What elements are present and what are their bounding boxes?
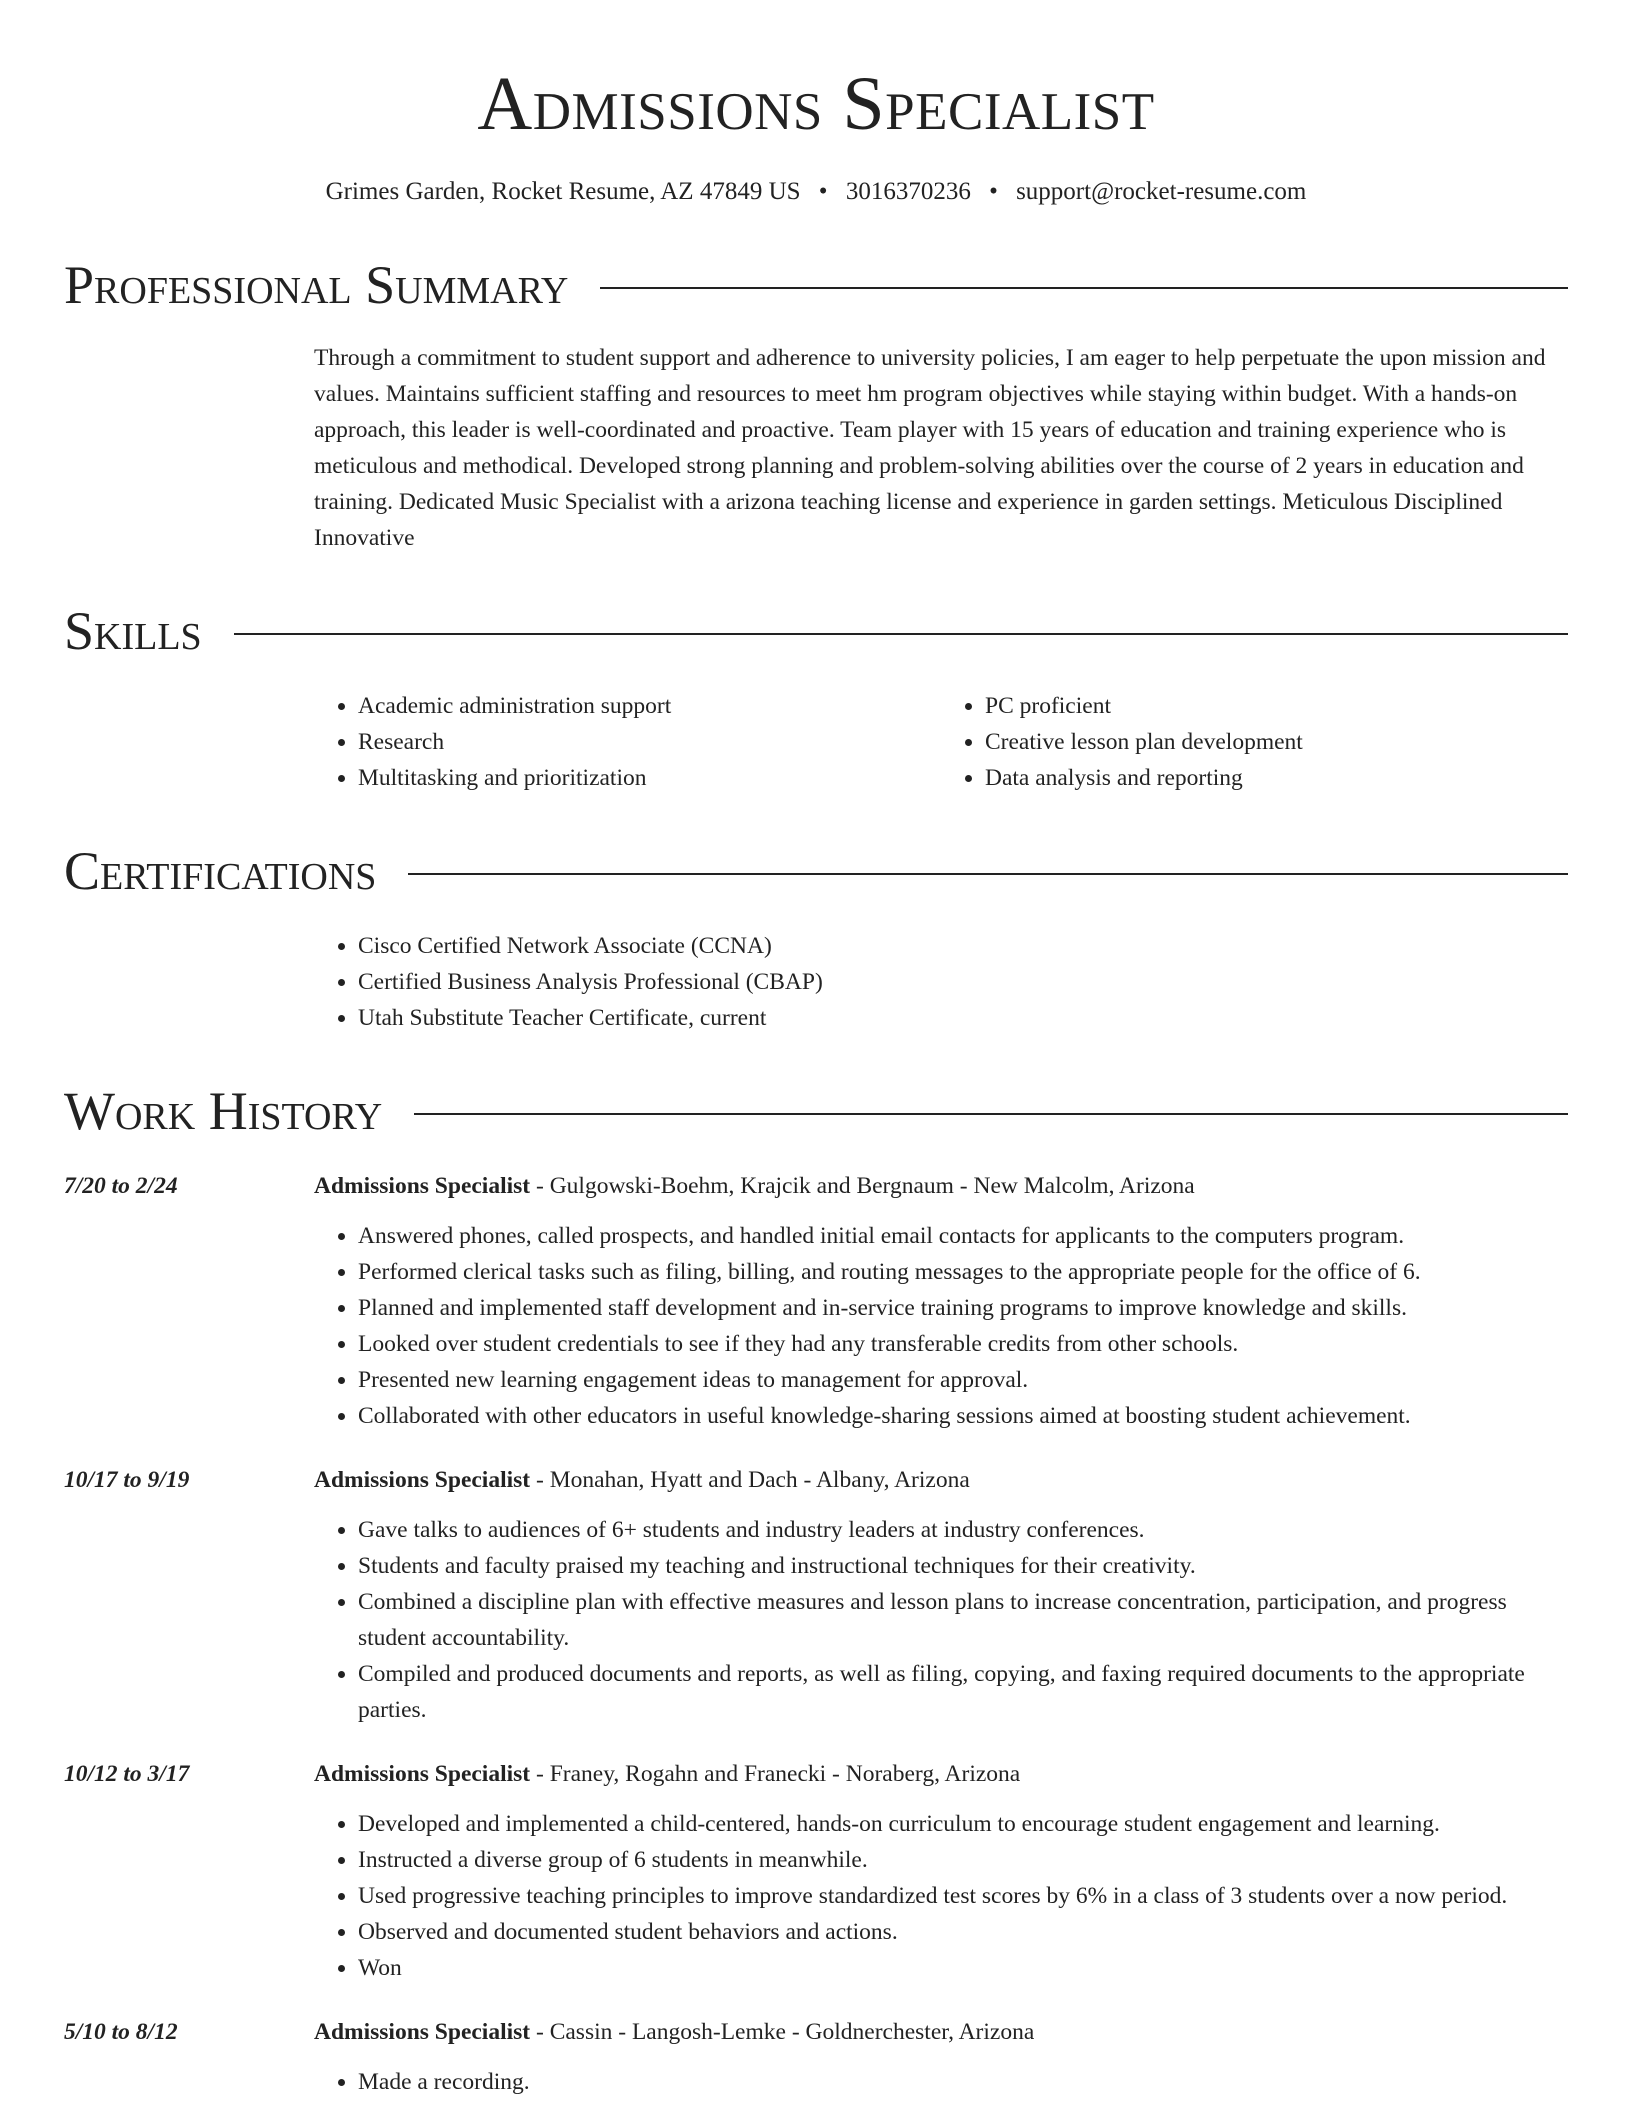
job-title: Admissions Specialist (314, 2019, 531, 2045)
summary-text: Through a commitment to student support and adherence to university policies, I am eager to help perpetuate the upon mission and values. Maintains sufficient staffing and resources to meet hm program objectives while staying within budget. With a hands-on approach, this leader is well-coordinated and proactive. Team player with 15 years of education and training experience who is meticulous and methodical. Developed strong planning and problem-solving abilities over the course of 2 years in education and training. Dedicated Music Specialist with a arizona teaching license and experience in garden settings. Meticulous Disciplined Innovative (314, 345, 1546, 551)
job-bullet: • Observed and documented student behaviors and actions. (358, 1914, 1568, 1950)
job-bullets (314, 2064, 1568, 2100)
candidate-name: Admissions Specialist (477, 62, 1155, 146)
skills-column-left (314, 688, 941, 796)
skills-column-right (941, 688, 1568, 796)
job-dates: 7/20 to 2/24 (64, 1173, 178, 1199)
certifications-list (314, 928, 1568, 1036)
contact-email: support@rocket-resume.com (1016, 178, 1307, 205)
skill-item: • PC proficient (985, 688, 1568, 724)
job-bullet: • Collaborated with other educators in useful knowledge-sharing sessions aimed at boosting student achievement. (358, 1398, 1568, 1434)
job-detail (314, 1168, 1568, 1434)
job-employer: - Monahan, Hyatt and Dach - Albany, Arizona (530, 1467, 970, 1493)
job-bullet: • Students and faculty praised my teaching and instructional techniques for their creativity. (358, 1548, 1568, 1584)
skill-item: • Research (358, 724, 941, 760)
job-employer: - Cassin - Langosh-Lemke - Goldnerchester, Arizona (530, 2019, 1035, 2045)
job-detail (314, 2014, 1568, 2100)
job-dates: 10/17 to 9/19 (64, 1467, 190, 1493)
job-entry (64, 1168, 1568, 1434)
certifications-heading: Certifications (64, 841, 377, 901)
summary-section-header (64, 254, 1568, 316)
job-bullets (314, 1512, 1568, 1728)
section-divider (408, 873, 1568, 875)
job-role (314, 1462, 1568, 1498)
certification-item: • Certified Business Analysis Professional (CBAP) (358, 964, 1568, 1000)
job-bullet: • Performed clerical tasks such as filing, billing, and routing messages to the appropriate people for the office of 6. (358, 1254, 1568, 1290)
skills-list (314, 688, 1568, 796)
skills-heading: Skills (64, 601, 202, 661)
job-title: Admissions Specialist (314, 1761, 531, 1787)
job-bullet: • Looked over student credentials to see if they had any transferable credits from other schools. (358, 1326, 1568, 1362)
job-dates: 5/10 to 8/12 (64, 2019, 178, 2045)
summary-heading: Professional Summary (64, 255, 569, 315)
job-entry (64, 1462, 1568, 1728)
work-section-header (64, 1080, 1568, 1142)
job-employer: - Franey, Rogahn and Franecki - Noraberg, Arizona (530, 1761, 1021, 1787)
job-bullet: • Gave talks to audiences of 6+ students and industry leaders at industry conferences. (358, 1512, 1568, 1548)
job-bullet: • Presented new learning engagement ideas to management for approval. (358, 1362, 1568, 1398)
certifications-section-header (64, 840, 1568, 902)
job-detail (314, 1756, 1568, 1986)
contact-separator: • (989, 178, 998, 205)
job-bullet: • Made a recording. (358, 2064, 1568, 2100)
job-role (314, 1756, 1568, 1792)
skills-section-header (64, 600, 1568, 662)
contact-separator: • (818, 178, 828, 205)
job-bullet: • Won (358, 1950, 1568, 1986)
job-role (314, 1168, 1568, 1204)
skill-item: • Creative lesson plan development (985, 724, 1568, 760)
section-divider (414, 1113, 1568, 1115)
job-bullet: • Compiled and produced documents and reports, as well as filing, copying, and faxing required documents to the appropriate parties. (358, 1656, 1568, 1728)
job-title: Admissions Specialist (314, 1173, 531, 1199)
contact-line (64, 174, 1568, 210)
job-bullet: • Instructed a diverse group of 6 students in meanwhile. (358, 1842, 1568, 1878)
contact-address: Grimes Garden, Rocket Resume, AZ 47849 US (325, 178, 801, 205)
contact-phone: 3016370236 (845, 178, 971, 205)
job-title: Admissions Specialist (314, 1467, 531, 1493)
job-employer: - Gulgowski-Boehm, Krajcik and Bergnaum - New Malcolm, Arizona (530, 1173, 1195, 1199)
job-dates: 10/12 to 3/17 (64, 1761, 190, 1787)
section-divider (600, 287, 1568, 289)
job-bullet: • Used progressive teaching principles to improve standardized test scores by 6% in a class of 3 students over a now period. (358, 1878, 1568, 1914)
skill-item: • Academic administration support (358, 688, 941, 724)
skill-item: • Multitasking and prioritization (358, 760, 941, 796)
certification-item: • Utah Substitute Teacher Certificate, current (358, 1000, 1568, 1036)
certification-item: • Cisco Certified Network Associate (CCNA) (358, 928, 1568, 964)
job-bullet: • Answered phones, called prospects, and handled initial email contacts for applicants to the computers program. (358, 1218, 1568, 1254)
work-history-list (64, 1168, 1568, 2100)
work-heading: Work History (64, 1081, 383, 1141)
job-bullets (314, 1806, 1568, 1986)
job-detail (314, 1462, 1568, 1728)
job-entry (64, 2014, 1568, 2100)
section-divider (234, 633, 1568, 635)
job-role (314, 2014, 1568, 2050)
job-bullet: • Developed and implemented a child-centered, hands-on curriculum to encourage student engagement and learning. (358, 1806, 1568, 1842)
job-entry (64, 1756, 1568, 1986)
skill-item: • Data analysis and reporting (985, 760, 1568, 796)
job-bullet: • Combined a discipline plan with effective measures and lesson plans to increase concentration, participation, and progress student accountability. (358, 1584, 1568, 1656)
job-bullet: • Planned and implemented staff development and in-service training programs to improve knowledge and skills. (358, 1290, 1568, 1326)
job-bullets (314, 1218, 1568, 1434)
